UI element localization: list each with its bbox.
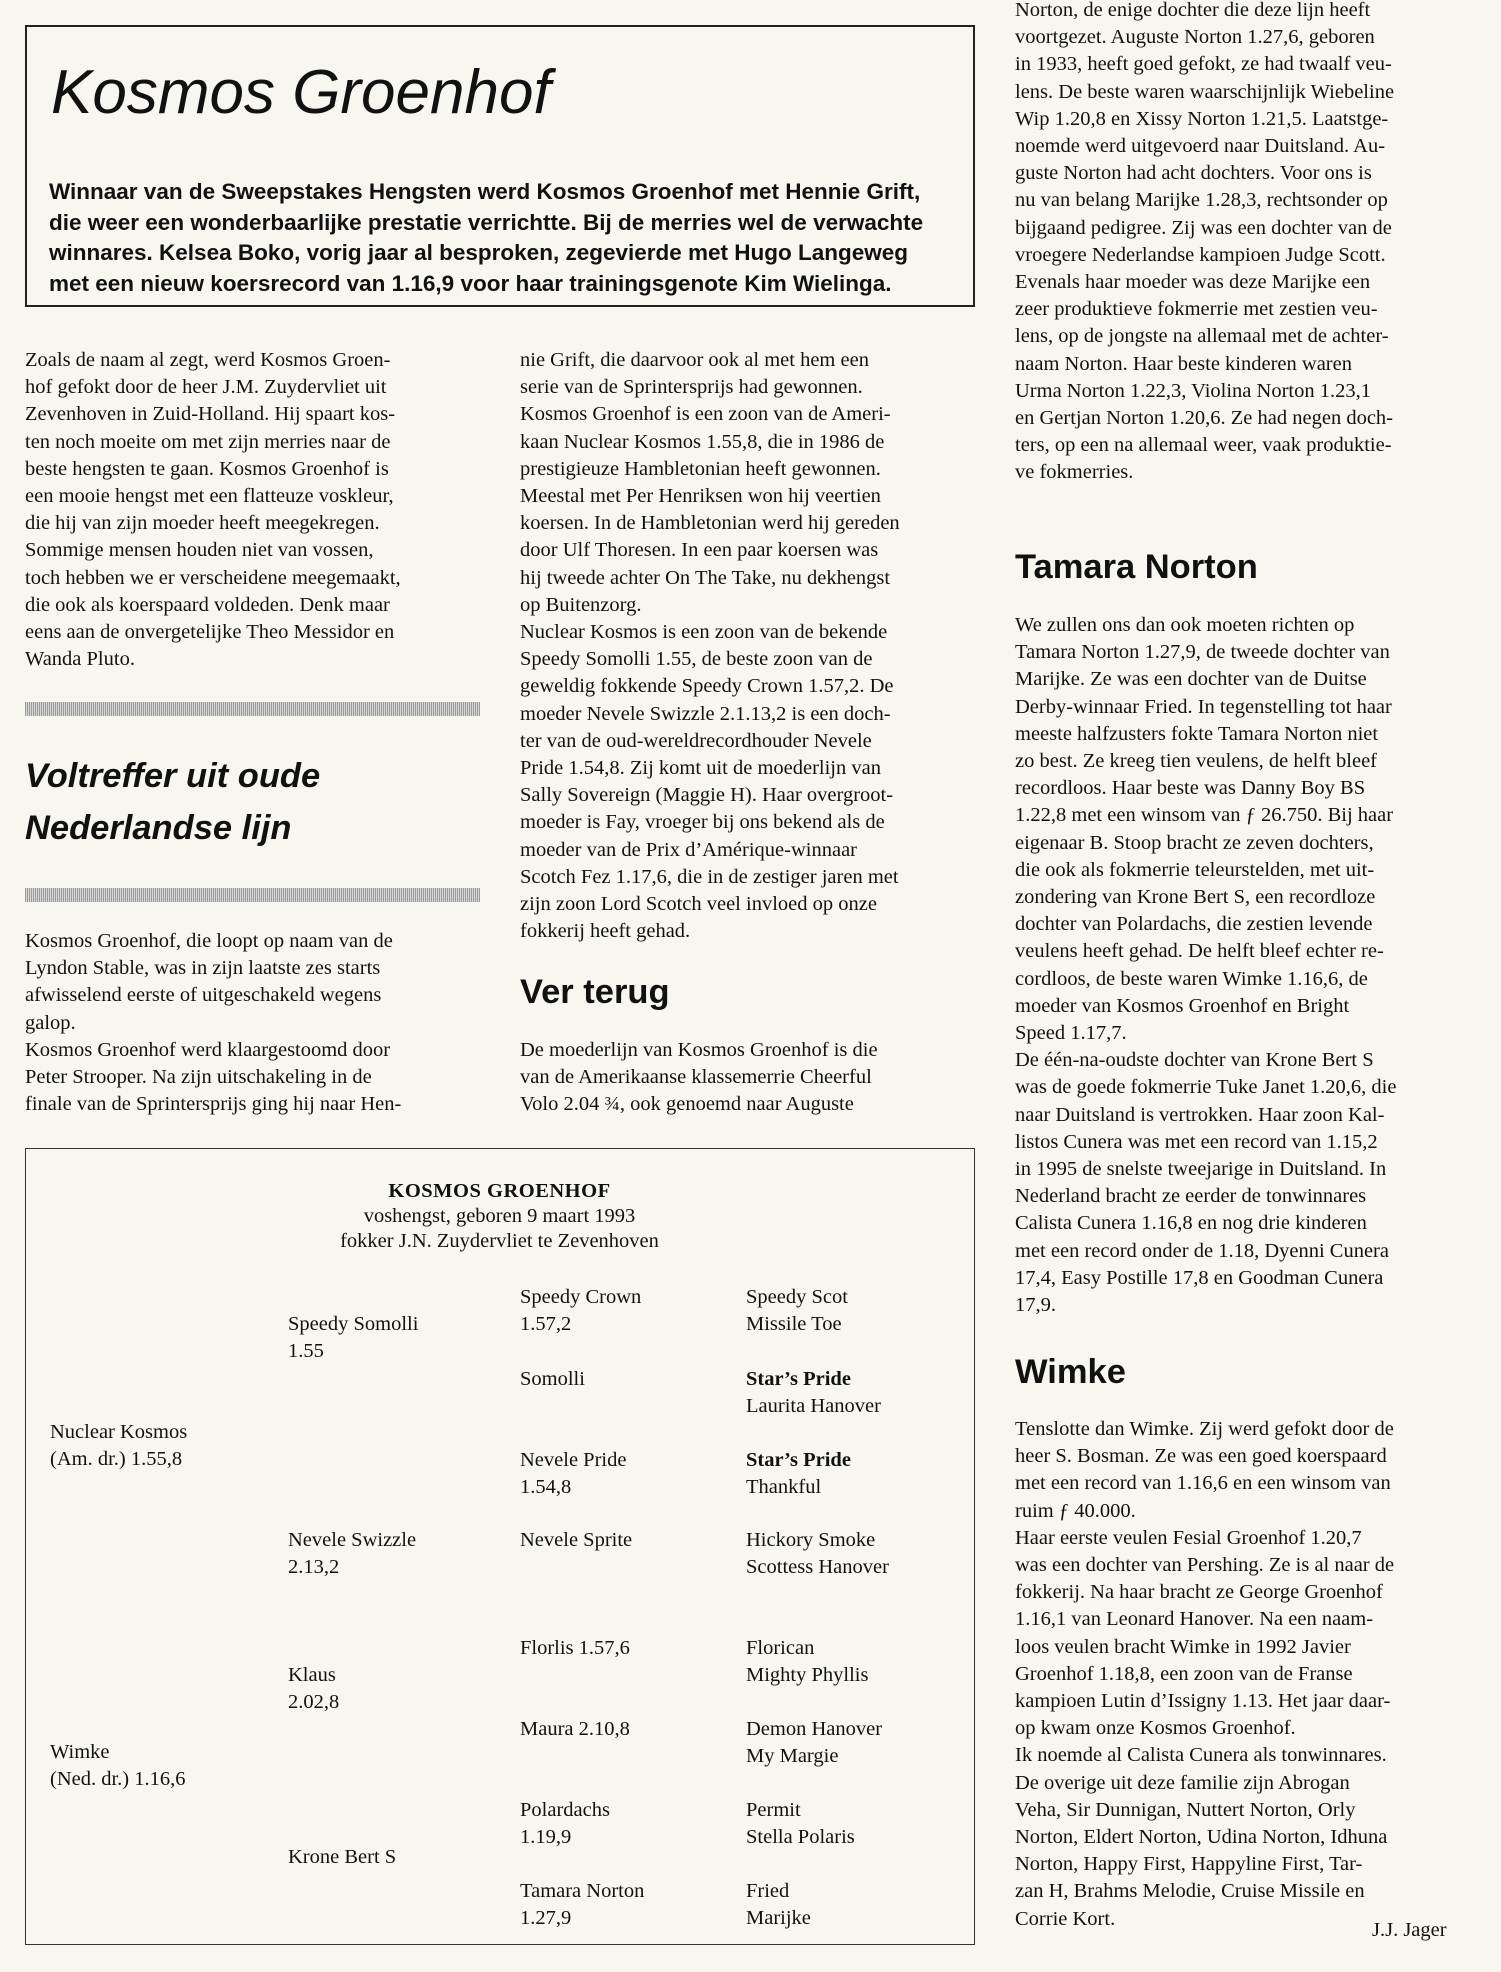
pedigree-sire-sire: Speedy Somolli 1.55 xyxy=(288,1313,419,1362)
pedigree-gen4-9: Florican xyxy=(746,1637,815,1659)
col2-paragraph-2: De moederlijn van Kosmos Groenhof is die van de Amerikaanse klassemerrie Cheerful Volo 2.04 ¾, ook genoemd naar Auguste xyxy=(520,1039,878,1116)
lead-paragraph: Winnaar van de Sweepstakes Hengsten werd Kosmos Groenhof met Hennie Grift, die weer een wonderbaarlijke prestatie verrichtte. Bij de merries wel de verwachte winnares. Kelsea Boko, vorig jaar al besproken, zegevierde met Hugo Langeweg met een nieuw koersrecord van 1.16,9 voor haar trainingsgenote Kim Wielinga. xyxy=(49,179,924,296)
pedigree-gen4-4: Laurita Hanover xyxy=(746,1395,881,1417)
section-heading-ver-terug: Ver terug xyxy=(520,973,670,1011)
pedigree-dam: Wimke (Ned. dr.) 1.16,6 xyxy=(50,1741,186,1790)
pedigree-gen3-1: Speedy Crown 1.57,2 xyxy=(520,1286,642,1335)
section-heading-tamara-norton: Tamara Norton xyxy=(1015,548,1258,586)
pedigree-sire: Nuclear Kosmos (Am. dr.) 1.55,8 xyxy=(50,1421,188,1470)
col1-paragraph-1: Zoals de naam al zegt, werd Kosmos Groen- hof gefokt door de heer J.M. Zuydervliet uit Zevenhoven in Zuid-Holland. Hij spaart kos- ten noch moeite om met zijn merries naar de beste hengsten te gaan. Kosmos Groenhof is een mooie hengst met een flatteuze voskleur, die hij van zijn moeder heeft meegekregen. Sommige mensen houden niet van vossen, toch hebben we er verscheidene meegemaakt, die ook als koerspaard voldeden. Denk maar eens aan de onvergetelijke Theo Messidor en Wanda Pluto. xyxy=(25,349,401,671)
pedigree-gen4-16: Marijke xyxy=(746,1907,811,1929)
col1-paragraph-2: Kosmos Groenhof, die loopt op naam van de Lyndon Stable, was in zijn laatste zes starts afwisselend eerste of uitgeschakeld wegens galop. Kosmos Groenhof werd klaargestoomd door Peter Strooper. Na zijn uitschakeling in de finale van de Sprintersprijs ging hij naar Hen- xyxy=(25,930,402,1116)
pedigree-gen3-2: Somolli xyxy=(520,1368,585,1390)
pedigree-gen4-13: Permit xyxy=(746,1799,801,1821)
section-heading-wimke: Wimke xyxy=(1015,1353,1126,1391)
pedigree-gen4-14: Stella Polaris xyxy=(746,1826,855,1848)
pedigree-gen4-12: My Margie xyxy=(746,1745,839,1767)
section-rule-top xyxy=(25,702,480,716)
pedigree-gen4-11: Demon Hanover xyxy=(746,1718,883,1740)
col3-paragraph-1: Norton, de enige dochter die deze lijn heeft voortgezet. Auguste Norton 1.27,6, geboren in 1933, heeft goed gefokt, ze had twaalf veu- lens. De beste waren waarschijnlijk Wiebeline Wip 1.20,8 en Xissy Norton 1.21,5. Laatstge- noemde werd uitgevoerd naar Duitsland. Au- guste Norton had acht dochters. Voor ons is nu van belang Marijke 1.28,3, rechtsonder op bijgaand pedigree. Zij was een dochter van de vroegere Nederlandse kampioen Judge Scott. Evenals haar moeder was deze Marijke een zeer produktieve fokmerrie met zestien veu- lens, op de jongste na allemaal met de achter- naam Norton. Haar beste kinderen waren Urma Norton 1.22,3, Violina Norton 1.23,1 en Gertjan Norton 1.20,6. Ze had negen doch- ters, op een na allemaal weer, vaak produktie- ve fokmerries. xyxy=(1015,0,1395,484)
section-rule-bottom xyxy=(25,888,480,902)
pedigree-gen3-5: Florlis 1.57,6 xyxy=(520,1637,630,1659)
pedigree-subtitle: voshengst, geboren 9 maart 1993 xyxy=(363,1205,636,1227)
col3-paragraph-3: Tenslotte dan Wimke. Zij werd gefokt door de heer S. Bosman. Ze was een goed koerspaard met een record van 1.16,6 en een winsom van ruim ƒ 40.000. Haar eerste veulen Fesial Groenhof 1.20,7 was een dochter van Pershing. Ze is al naar de fokkerij. Na haar bracht ze George Groenhof 1.16,1 van Leonard Hanover. Na een naam- loos veulen bracht Wimke in 1992 Javier Groenhof 1.18,8, een zoon van de Franse kampioen Lutin d’Issigny 1.13. Het jaar daar- op kwam onze Kosmos Groenhof. Ik noemde al Calista Cunera als tonwinnares. De overige uit deze familie zijn Abrogan Veha, Sir Dunnigan, Nuttert Norton, Orly Norton, Eldert Norton, Udina Norton, Idhuna Norton, Happy First, Happyline First, Tar- zan H, Brahms Melodie, Cruise Missile en Corrie Kort. xyxy=(1015,1418,1395,1930)
pedigree-breeder: fokker J.N. Zuydervliet te Zevenhoven xyxy=(340,1230,659,1252)
pedigree-gen4-6: Thankful xyxy=(746,1476,822,1498)
pedigree-gen3-7: Polardachs 1.19,9 xyxy=(520,1799,610,1848)
pedigree-gen3-8: Tamara Norton 1.27,9 xyxy=(520,1880,645,1929)
pedigree-gen4-10: Mighty Phyllis xyxy=(746,1664,869,1686)
pedigree-box xyxy=(25,1148,975,1945)
pedigree-gen4-5: Star’s Pride xyxy=(746,1449,851,1471)
title-box xyxy=(25,25,975,307)
pedigree-gen4-15: Fried xyxy=(746,1880,790,1902)
pedigree-gen4-1: Speedy Scot xyxy=(746,1286,848,1308)
pedigree-dam-sire: Klaus 2.02,8 xyxy=(288,1664,340,1713)
pedigree-gen4-8: Scottess Hanover xyxy=(746,1556,889,1578)
pedigree-gen4-2: Missile Toe xyxy=(746,1313,842,1335)
pedigree-gen3-4: Nevele Sprite xyxy=(520,1529,633,1551)
pedigree-dam-dam: Krone Bert S xyxy=(288,1846,397,1868)
pedigree-sire-dam: Nevele Swizzle 2.13,2 xyxy=(288,1529,417,1578)
author-signature: J.J. Jager xyxy=(1372,1919,1447,1941)
pedigree-gen4-7: Hickory Smoke xyxy=(746,1529,876,1551)
col3-paragraph-2: We zullen ons dan ook moeten richten op Tamara Norton 1.27,9, de tweede dochter van Marijke. Ze was een dochter van de Duitse Derby-winnaar Fried. In tegenstelling tot haar meeste halfzusters fokte Tamara Norton niet zo best. Ze kreeg tien veulens, de helft bleef recordloos. Haar beste was Danny Boy BS 1.22,8 met een winsom van ƒ 26.750. Bij haar eigenaar B. Stoop bracht ze zeven dochters, die ook als fokmerrie teleurstelden, met uit- zondering van Krone Bert S, een recordloze dochter van Polardachs, die zestien levende veulens heeft gehad. De helft bleef echter re- cordloos, de beste waren Wimke 1.16,6, de moeder van Kosmos Groenhof en Bright Speed 1.17,7. De één-na-oudste dochter van Krone Bert S was de goede fokmerrie Tuke Janet 1.20,6, die naar Duitsland is vertrokken. Haar zoon Kal- listos Cunera was met een record van 1.15,2 in 1995 de snelste tweejarige in Duitsland. In Nederland bracht ze eerder de tonwinnares Calista Cunera 1.16,8 en nog drie kinderen met een record onder de 1.18, Dyenni Cunera 17,4, Easy Postille 17,8 en Goodman Cunera 17,9. xyxy=(1015,614,1397,1317)
pedigree-gen3-6: Maura 2.10,8 xyxy=(520,1718,630,1740)
pedigree-gen3-3: Nevele Pride 1.54,8 xyxy=(520,1449,627,1498)
pedigree-title: KOSMOS GROENHOF xyxy=(388,1180,611,1202)
pedigree-gen4-3: Star’s Pride xyxy=(746,1368,851,1390)
page-title: Kosmos Groenhof xyxy=(51,58,551,127)
section-heading-voltreffer: Voltreffer uit oude Nederlandse lijn xyxy=(25,757,321,847)
col2-paragraph-1: nie Grift, die daarvoor ook al met hem een serie van de Sprintersprijs had gewonnen. Kosmos Groenhof is een zoon van de Ameri- kaan Nuclear Kosmos 1.55,8, die in 1986 de prestigieuze Hambletonian heeft gewonnen. Meestal met Per Henriksen won hij veertien koersen. In de Hambletonian werd hij gereden door Ulf Thoresen. In een paar koersen was hij tweede achter On The Take, nu dekhengst op Buitenzorg. Nuclear Kosmos is een zoon van de bekende Speedy Somolli 1.55, de beste zoon van de geweldig fokkende Speedy Crown 1.57,2. De moeder Nevele Swizzle 2.1.13,2 is een doch- ter van de oud-wereldrecordhouder Nevele Pride 1.54,8. Zij komt uit de moederlijn van Sally Sovereign (Maggie H). Haar overgroot- moeder is Fay, vroeger bij ons bekend als de moeder van de Prix d’Amérique-winnaar Scotch Fez 1.17,6, die in de zestiger jaren met zijn zoon Lord Scotch veel invloed op onze fokkerij heeft gehad. xyxy=(520,349,900,943)
